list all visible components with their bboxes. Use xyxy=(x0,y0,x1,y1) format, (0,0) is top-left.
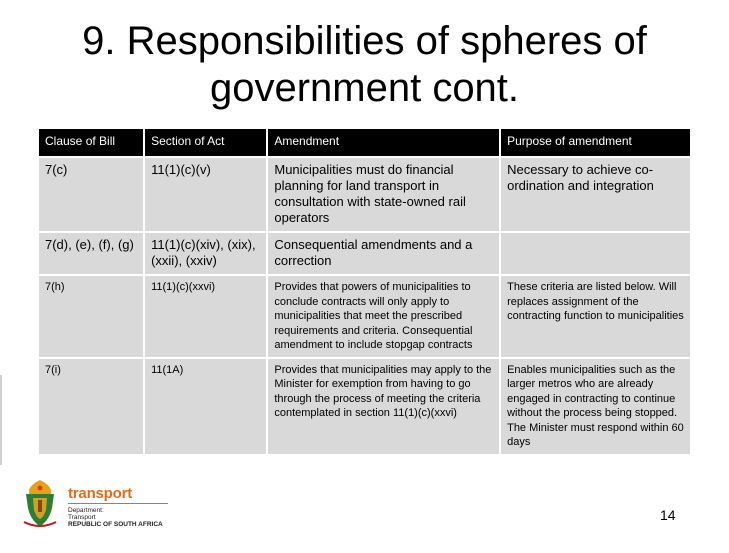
cell-clause: 7(c) xyxy=(39,158,143,231)
cell-section: 11(1)(c)(v) xyxy=(145,158,266,231)
cell-clause: 7(i) xyxy=(39,359,143,454)
header-clause-of-bill: Clause of Bill xyxy=(39,129,143,156)
table-row xyxy=(39,158,690,231)
table-row xyxy=(39,233,690,274)
brand-divider xyxy=(68,503,168,504)
cell-purpose xyxy=(501,233,690,274)
amendments-table xyxy=(37,127,692,456)
slide-title-line-1: 9. Responsibilities of spheres of xyxy=(82,19,647,63)
cell-section: 11(1)(c)(xiv), (xix), (xxii), (xxiv) xyxy=(145,233,266,274)
slide-title-line-2: government cont. xyxy=(209,66,520,110)
cell-amendment: Provides that municipalities may apply to the Minister for exemption from having to go through the process of meeting the criteria contemplated in section 11(1)(c)(xxvi) xyxy=(268,359,499,454)
slide-title xyxy=(0,18,729,112)
page-number: 14 xyxy=(660,507,676,523)
dept-label-department: Department: xyxy=(68,507,104,514)
cell-purpose: Enables municipalities such as the larger metros who are already engaged in contracting to continue without the process being stopped. The Minister must respond within 60 days xyxy=(501,359,690,454)
cell-section: 11(1A) xyxy=(145,359,266,454)
department-of-transport-logo xyxy=(20,478,172,530)
cell-purpose: These criteria are listed below. Will replaces assignment of the contracting function to municipalities xyxy=(501,276,690,357)
header-amendment: Amendment xyxy=(268,129,499,156)
cell-amendment: Municipalities must do financial planning for land transport in consultation with state-owned rail operators xyxy=(268,158,499,231)
cell-clause: 7(d), (e), (f), (g) xyxy=(39,233,143,274)
table-row xyxy=(39,359,690,454)
table-row xyxy=(39,276,690,357)
dept-label-republic: REPUBLIC OF SOUTH AFRICA xyxy=(68,521,163,528)
header-section-of-act: Section of Act xyxy=(145,129,266,156)
coat-of-arms-icon xyxy=(20,478,60,530)
brand-name: transport xyxy=(68,485,133,502)
dept-label-transport: Transport xyxy=(68,514,96,521)
left-edge-rule xyxy=(0,375,2,465)
cell-clause: 7(h) xyxy=(39,276,143,357)
cell-section: 11(1)(c)(xxvi) xyxy=(145,276,266,357)
cell-amendment: Provides that powers of municipalities to conclude contracts will only apply to municipalities that meet the prescribed requirements and criteria. Consequential amendment to include stopgap contracts xyxy=(268,276,499,357)
header-purpose-of-amendment: Purpose of amendment xyxy=(501,129,690,156)
cell-amendment: Consequential amendments and a correction xyxy=(268,233,499,274)
cell-purpose: Necessary to achieve co-ordination and integration xyxy=(501,158,690,231)
table-header-row xyxy=(39,129,690,156)
